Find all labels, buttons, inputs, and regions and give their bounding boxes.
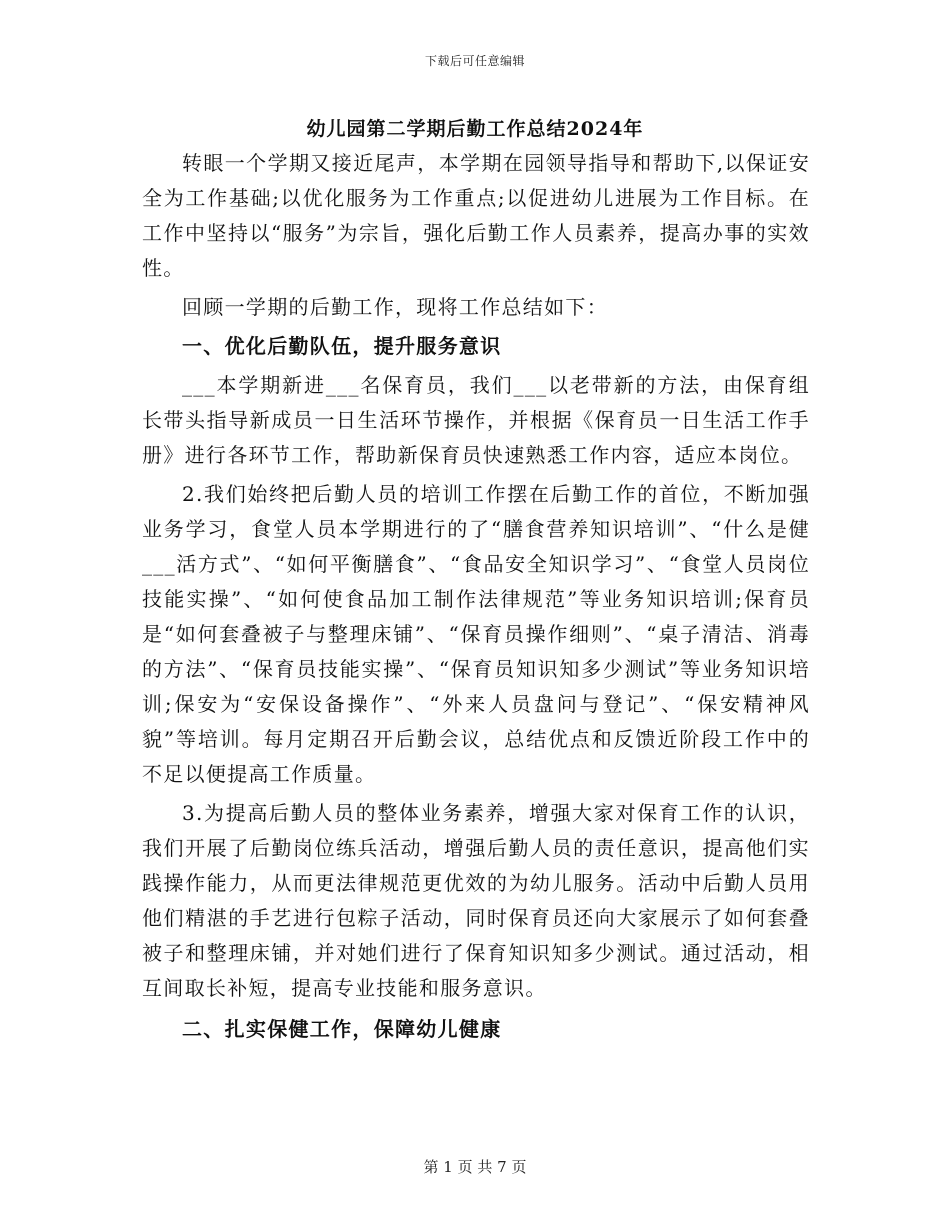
paragraph-item-1: ___本学期新进___名保育员，我们___以老带新的方法，由保育组长带头指导新成员一日生活环节操作，并根据《保育员一日生活工作手册》进行各环节工作，帮助新保育员快速熟悉工作内容，适应本岗位。 xyxy=(142,373,810,467)
document-title: 幼儿园第二学期后勤工作总结2024年 xyxy=(306,118,644,140)
paragraph-item-3: 3.为提高后勤人员的整体业务素养，增强大家对保育工作的认识，我们开展了后勤岗位练兵活动，增强后勤人员的责任意识，提高他们实践操作能力，从而更法律规范更优效的为幼儿服务。活动中后勤人员用他们精湛的手艺进行包粽子活动，同时保育员还向大家展示了如何套叠被子和整理床铺，并对她们进行了保育知识知多少测试。通过活动，相互间取长补短，提高专业技能和服务意识。 xyxy=(142,801,810,1000)
document-body xyxy=(142,146,810,1051)
paragraph-intro: 转眼一个学期又接近尾声，本学期在园领导指导和帮助下,以保证安全为工作基础;以优化服务为工作重点;以促进幼儿进展为工作目标。在工作中坚持以“服务”为宗旨，强化后勤工作人员素养，提高办事的实效性。 xyxy=(142,151,810,280)
page-header-note: 下载后可任意编辑 xyxy=(424,54,525,68)
paragraph-review: 回顾一学期的后勤工作，现将工作总结如下： xyxy=(182,295,608,319)
page-footer-number: 第 1 页 共 7 页 xyxy=(423,1158,527,1176)
section-heading-1: 一、优化后勤队伍，提升服务意识 xyxy=(182,334,502,358)
paragraph-item-2: 2.我们始终把后勤人员的培训工作摆在后勤工作的首位，不断加强业务学习，食堂人员本学期进行的了“膳食营养知识培训”、“什么是健___活方式”、“如何平衡膳食”、“食品安全知识学习”、“食堂人员岗位技能实操”、“如何使食品加工制作法律规范”等业务知识培训;保育员是“如何套叠被子与整理床铺”、“保育员操作细则”、“桌子清洁、消毒的方法”、“保育员技能实操”、“保育员知识知多少测试”等业务知识培训;保安为“安保设备操作”、“外来人员盘问与登记”、“保安精神风貌”等培训。每月定期召开后勤会议，总结优点和反馈近阶段工作中的不足以便提高工作质量。 xyxy=(142,482,810,786)
section-heading-2: 二、扎实保健工作，保障幼儿健康 xyxy=(182,1017,502,1041)
